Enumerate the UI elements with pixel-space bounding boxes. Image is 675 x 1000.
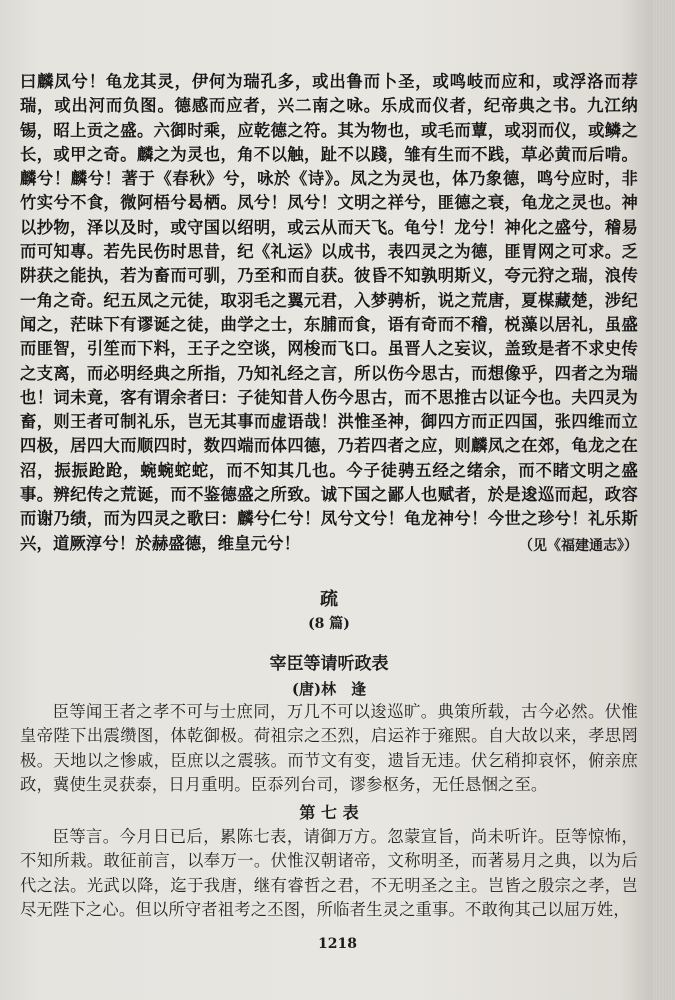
page-edge	[653, 0, 675, 1000]
body-paragraph-3: 臣等言。今月日已后，累陈七表，请御万方。忽蒙宣旨，尚未听许。臣等惊怖，不知所栽。敢征前言，以奉万一。伏惟汉朝诸帝，文称明圣，而著易月之典，以为后代之法。光武以降，迄于我唐，继有睿哲之君，不无明圣之主。岂皆之殷宗之孝，岂尽无陛下之心。但以所守者祖考之丕图，所临者生灵之重事。不敢徇其己以屈万姓，	[20, 827, 638, 920]
page-number: 1218	[318, 936, 357, 952]
article-author: (唐)林 逢	[291, 679, 367, 698]
source-note: （见《福建通志》）	[519, 537, 638, 554]
section-title: 疏	[320, 588, 338, 610]
page-content	[20, 70, 638, 922]
subtitle: 第 七 表	[299, 803, 359, 823]
section-count: (8 篇)	[308, 615, 350, 632]
body-paragraph-1: 曰麟凤兮！龟龙其灵，伊何为瑞孔多，或出鲁而卜圣，或鸣岐而应和，或浮洛而荐瑞，或出河而负图。德感而应者，兴二南之咏。乐成而仪者，纪帝典之书。九江纳锡，昭上贡之盛。六御时乘，应乾德之符。其为物也，或毛而蕈，或羽而仪，或鳞之长，或甲之奇。麟之为灵也，角不以触，趾不以踐，雏有生而不践，草必黄而后啃。麟兮！麟兮！著于《春秋》兮，咏於《诗》。凤之为灵也，体乃象德，鸣兮应时，非竹实兮不食，微阿梧兮曷栖。凤兮！凤兮！文明之祥兮，匪德之衰，龟龙之灵也。神以抄物，泽以及时，或守国以绍明，或云从而天飞。龟兮！龙兮！神化之盛兮，稽易而可知專。若先民伤时思昔，纪《礼运》以成书，表四灵之为德，匪胃网之可求。乏阱获之能执，若为畜而可驯，乃至和而自获。彼昏不知孰明斯义，夸元狩之瑞，浪传一角之奇。纪五凤之元徒，取羽毛之翼元君，入梦骋析，说之荒唐，夏楳藏楚，涉纪闻之，茫昧下有谬诞之徒，曲学之士，东脯而食，语有奇而不稽，棁藻以居礼，虽盛而匪智，引笙而下料，王子之空谈，网梭而飞口。虽晋人之妄议，盖致是者不求史传之支离，而必明经典之所指，乃知礼经之言，所以伤今思古，而想像乎，四者之为瑞也！词未竟，客有谓余者曰：子徒知昔人伤今思古，而不思推古以证今也。夫四灵为畜，则王者可制礼乐，岂无其事而虚语哉！洪惟圣神，御四方而正四国，张四维而立四极，居四大而顺四时，数四端而体四德，乃若四者之应，则麟凤之在郊，龟龙之在沼，振振跄跄，蜿蜿蛇蛇，而不知其几也。今子徒骋五经之绪余，而不睹文明之盛事。辨纪传之荒诞，而不鉴德盛之所致。诚下国之鄙人也赋者，於是逡巡而起，政容而谢乃绩，而为四灵之歌曰：麟兮仁兮！凤兮文兮！龟龙神兮！今世之珍兮！礼乐斯兴，道厥淳兮！於赫盛德，维皇元兮！	[20, 72, 638, 553]
body-paragraph-2: 臣等闻王者之孝不可与士庶同，万几不可以逡巡旷。典策所载，古今必然。伏惟皇帝陛下出震缵图，体乾御极。荷祖宗之丕烈，启运祚于雍熙。自大故以来，孝思罔极。天地以之惨戚，臣庶以之震骇。而节文有变，遗旨无违。伏乞稍抑哀怀，俯亲庶政，冀使生灵获泰，日月重明。臣忝列台司，谬参枢务，无任恳悃之至。	[20, 701, 638, 794]
article-title: 宰臣等请听政表	[269, 653, 389, 674]
